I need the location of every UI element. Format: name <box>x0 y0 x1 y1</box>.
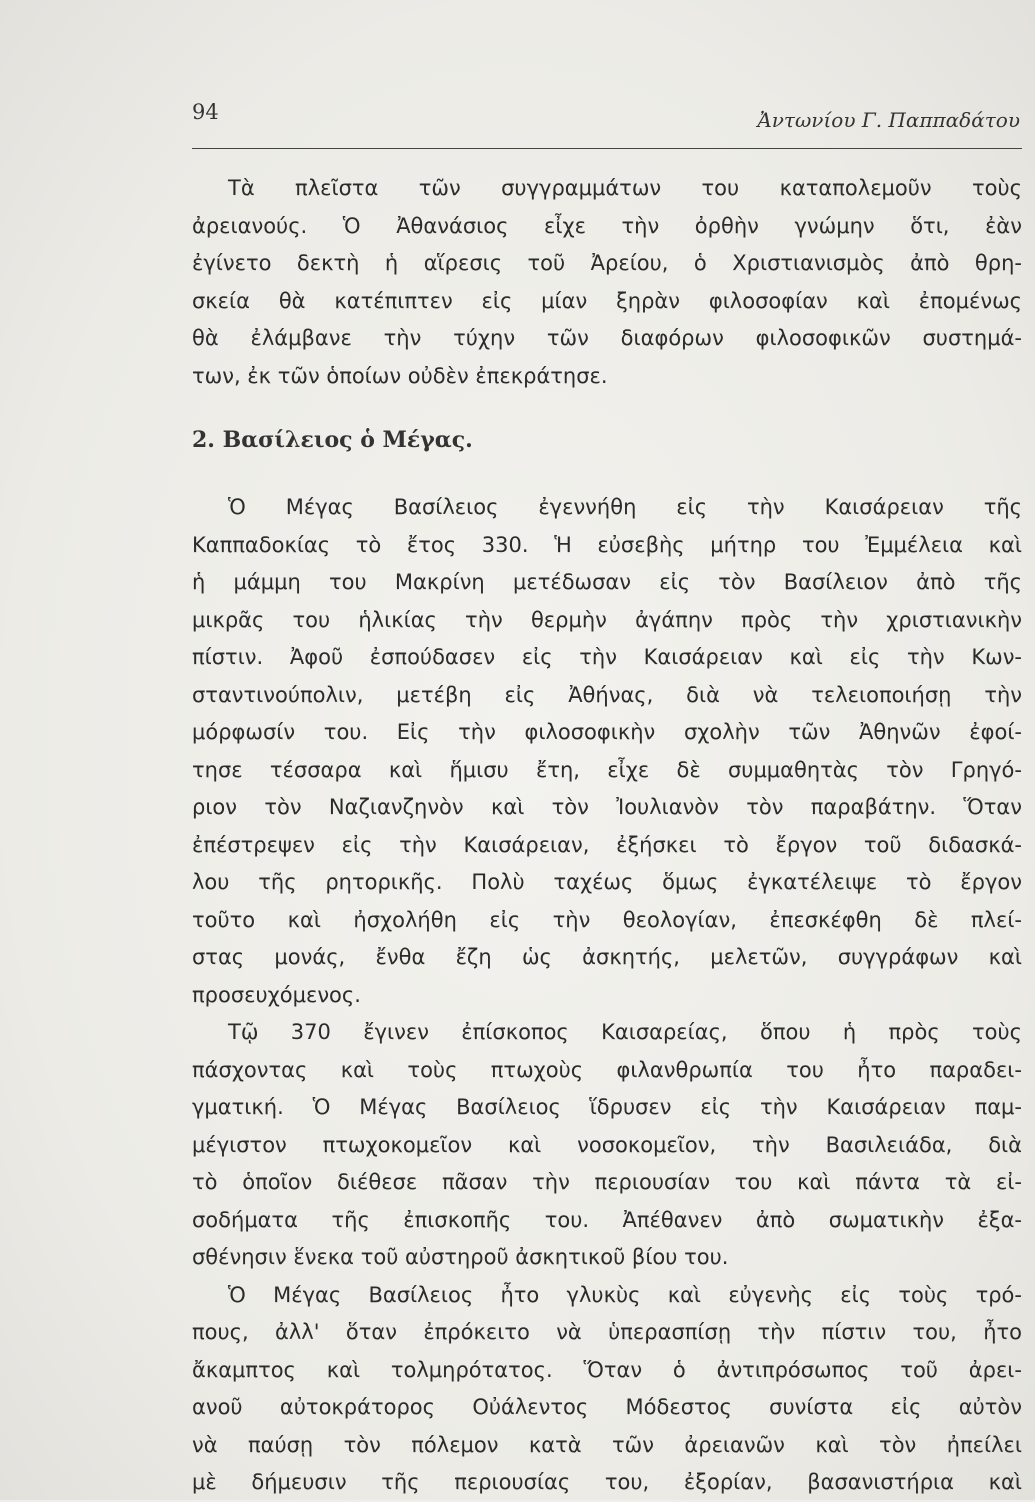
text-line: Καππαδοκίας τὸ ἔτος 330. Ἡ εὐσεβὴς μήτηρ του Ἐμμέλεια καὶ <box>192 532 1022 557</box>
paragraph-2 <box>192 489 1022 1014</box>
text-line: θὰ ἐλάμβανε τὴν τύχην τῶν διαφόρων φιλοσοφικῶν συστημά- <box>192 326 1022 350</box>
text-line: ἀρειανούς. Ὁ Ἀθανάσιος εἶχε τὴν ὀρθὴν γνώμην ὅτι, ἐὰν <box>192 213 1022 238</box>
text-line: πίστιν. Ἀφοῦ ἐσπούδασεν εἰς τὴν Καισάρειαν καὶ εἰς τὴν Κων- <box>192 645 1022 669</box>
text-line: λου τῆς ρητορικῆς. Πολὺ ταχέως ὅμως ἐγκατέλειψε τὸ ἔργον <box>192 870 1022 894</box>
running-head: Ἀντωνίου Γ. Παππαδάτου <box>757 108 1020 132</box>
text-line: μέγιστον πτωχοκομεῖον καὶ νοσοκομεῖον, τὴν Βασιλειάδα, διὰ <box>192 1132 1022 1157</box>
text-line: Ὁ Μέγας Βασίλειος ἦτο γλυκὺς καὶ εὐγενὴς εἰς τοὺς τρό- <box>228 1282 1022 1307</box>
text-line: ανοῦ αὐτοκράτορος Οὐάλεντος Μόδεστος συνίστα εἰς αὐτὸν <box>192 1395 1022 1419</box>
text-line: σταντινούπολιν, μετέβη εἰς Ἀθήνας, διὰ νὰ τελειοποιήσῃ τὴν <box>192 682 1022 707</box>
paragraph-4 <box>192 1277 1022 1502</box>
text-line: ἡ μάμμη του Μακρίνη μετέδωσαν εἰς τὸν Βασίλειον ἀπὸ τῆς <box>192 570 1022 594</box>
text-line: πάσχοντας καὶ τοὺς πτωχοὺς φιλανθρωπία του ἦτο παραδει- <box>192 1057 1022 1082</box>
text-line: των, ἐκ τῶν ὁποίων οὐδὲν ἐπεκράτησε. <box>192 363 608 388</box>
page-number: 94 <box>192 100 219 124</box>
text-line: στας μονάς, ἔνθα ἔζη ὡς ἀσκητής, μελετῶν, συγγράφων καὶ <box>192 945 1022 969</box>
text-line: Τὰ πλεῖστα τῶν συγγραμμάτων του καταπολεμοῦν τοὺς <box>228 176 1022 200</box>
body-text <box>192 170 1022 1502</box>
text-line: ἄκαμπτος καὶ τολμηρότατος. Ὅταν ὁ ἀντιπρόσωπος τοῦ ἀρει- <box>192 1357 1022 1382</box>
text-line: μόρφωσίν του. Εἰς τὴν φιλοσοφικὴν σχολὴν τῶν Ἀθηνῶν ἐφοί- <box>192 720 1022 744</box>
paragraph-3 <box>192 1014 1022 1277</box>
text-line: τησε τέσσαρα καὶ ἥμισυ ἔτη, εἶχε δὲ συμμαθητὰς τὸν Γρηγό- <box>192 757 1022 782</box>
text-line: προσευχόμενος. <box>192 982 361 1007</box>
text-line: νὰ παύσῃ τὸν πόλεμον κατὰ τῶν ἀρειανῶν καὶ τὸν ἠπείλει <box>192 1432 1022 1457</box>
text-line: σοδήματα τῆς ἐπισκοπῆς του. Ἀπέθανεν ἀπὸ σωματικὴν ἐξα- <box>192 1207 1022 1232</box>
page-header <box>192 100 1022 149</box>
text-line: ριον τὸν Ναζιανζηνὸν καὶ τὸν Ἰουλιανὸν τὸν παραβάτην. Ὅταν <box>192 795 1022 819</box>
text-line: τὸ ὁποῖον διέθεσε πᾶσαν τὴν περιουσίαν του καὶ πάντα τὰ εἰ- <box>192 1170 1022 1194</box>
text-line: τοῦτο καὶ ἠσχολήθη εἰς τὴν θεολογίαν, ἐπεσκέφθη δὲ πλεί- <box>192 907 1022 932</box>
text-line: ἐπέστρεψεν εἰς τὴν Καισάρειαν, ἐξήσκει τὸ ἔργον τοῦ διδασκά- <box>192 832 1022 857</box>
text-line: σκεία θὰ κατέπιπτεν εἰς μίαν ξηρὰν φιλοσοφίαν καὶ ἐπομένως <box>192 288 1022 313</box>
text-line: σθένησιν ἕνεκα τοῦ αὐστηροῦ ἀσκητικοῦ βίου του. <box>192 1245 729 1269</box>
text-line: ἐγίνετο δεκτὴ ἡ αἵρεσις τοῦ Ἀρείου, ὁ Χριστιανισμὸς ἀπὸ θρη- <box>192 251 1022 275</box>
text-line: μὲ δήμευσιν τῆς περιουσίας του, ἐξορίαν, βασανιστήρια καὶ <box>192 1470 1022 1494</box>
text-line: Τῷ 370 ἔγινεν ἐπίσκοπος Καισαρείας, ὅπου ἡ πρὸς τοὺς <box>228 1020 1022 1044</box>
text-line: γματική. Ὁ Μέγας Βασίλειος ἵδρυσεν εἰς τὴν Καισάρειαν παμ- <box>192 1095 1022 1119</box>
paragraph-1 <box>192 170 1022 395</box>
text-line: μικρᾶς του ἡλικίας τὴν θερμὴν ἀγάπην πρὸς τὴν χριστιανικὴν <box>192 607 1022 632</box>
text-line: Ὁ Μέγας Βασίλειος ἐγεννήθη εἰς τὴν Καισάρειαν τῆς <box>228 495 1022 519</box>
section-heading: 2. Βασίλειος ὁ Μέγας. <box>192 427 473 453</box>
text-line: πους, ἀλλ' ὅταν ἐπρόκειτο νὰ ὑπερασπίσῃ τὴν πίστιν του, ἦτο <box>192 1320 1022 1344</box>
